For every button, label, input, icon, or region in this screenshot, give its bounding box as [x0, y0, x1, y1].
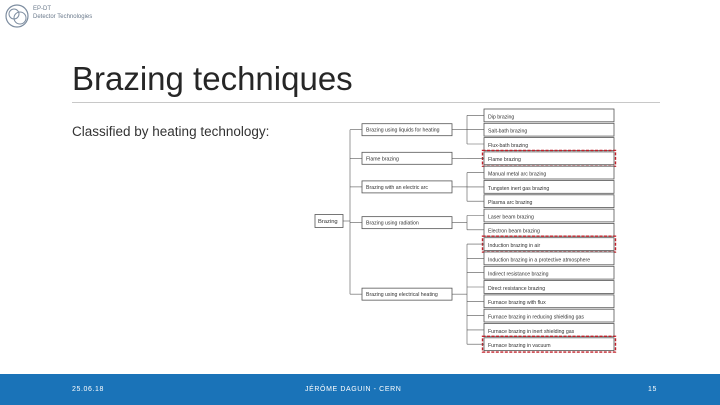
category-brazing-with-an-electric-arc	[362, 181, 452, 193]
technique-dip-brazing	[484, 109, 614, 122]
technique-label: Plasma arc brazing	[488, 200, 533, 207]
category-label: Brazing with an electric arc	[366, 184, 428, 191]
category-label: Brazing using liquids for heating	[366, 127, 440, 134]
technique-furnace-brazing-in-vacuum	[483, 336, 616, 352]
technique-manual-metal-arc-brazing	[484, 166, 614, 179]
technique-salt-bath-brazing	[484, 123, 614, 136]
category-label: Flame brazing	[366, 156, 399, 163]
technique-direct-resistance-brazing	[484, 281, 614, 294]
technique-label: Furnace brazing in reducing shielding gas	[488, 314, 585, 321]
technique-induction-brazing-in-air	[483, 236, 616, 252]
technique-label: Furnace brazing in inert shielding gas	[488, 328, 575, 335]
category-label: Brazing using electrical heating	[366, 292, 438, 299]
category-brazing-using-radiation	[362, 217, 452, 229]
technique-label: Electron beam brazing	[488, 228, 540, 235]
technique-plasma-arc-brazing	[484, 195, 614, 208]
technique-furnace-brazing-in-inert-shielding-gas	[484, 324, 614, 337]
technique-label: Manual metal arc brazing	[488, 171, 547, 178]
footer-author: JÉRÔME DAGUIN - CERN	[305, 386, 402, 393]
technique-electron-beam-brazing	[484, 223, 614, 236]
category-label: Brazing using radiation	[366, 220, 419, 227]
root-brazing	[315, 215, 343, 228]
category-brazing-using-liquids-for-heating	[362, 124, 452, 136]
technique-label: Direct resistance brazing	[488, 285, 546, 292]
technique-label: Laser beam brazing	[488, 214, 534, 221]
connector-brazing-using-liquids-for-heating	[452, 115, 484, 144]
technique-tungsten-inert-gas-brazing	[484, 181, 614, 194]
org-name-line1: EP-DT	[33, 6, 51, 12]
root-connector	[343, 130, 362, 294]
footer-date: 25.06.18	[72, 386, 105, 393]
connector-brazing-using-electrical-heating	[452, 244, 484, 344]
root-label: Brazing	[318, 219, 338, 225]
connector-brazing-using-radiation	[452, 216, 484, 230]
technique-laser-beam-brazing	[484, 209, 614, 222]
technique-furnace-brazing-in-reducing-shielding-gas	[484, 309, 614, 322]
connector-brazing-with-an-electric-arc	[452, 173, 484, 202]
technique-label: Flame brazing	[488, 157, 521, 164]
technique-furnace-brazing-with-flux	[484, 295, 614, 308]
technique-label: Tungsten inert gas brazing	[488, 185, 550, 192]
technique-induction-brazing-in-a-protective-atmosphere	[484, 252, 614, 265]
technique-label: Salt-bath brazing	[488, 128, 528, 135]
technique-label: Induction brazing in air	[488, 243, 541, 249]
category-brazing-using-electrical-heating	[362, 288, 452, 300]
technique-label: Indirect resistance brazing	[488, 271, 549, 278]
technique-indirect-resistance-brazing	[484, 266, 614, 279]
technique-label: Flux-bath brazing	[488, 142, 529, 149]
technique-label: Furnace brazing with flux	[488, 300, 546, 307]
org-name-line2: Detector Technologies	[33, 14, 93, 20]
technique-flux-bath-brazing	[484, 138, 614, 151]
slide-title: Brazing techniques	[72, 60, 353, 97]
technique-label: Furnace brazing in vacuum	[488, 343, 551, 350]
technique-label: Induction brazing in a protective atmosphere	[488, 257, 591, 264]
footer-page-number: 15	[648, 386, 657, 393]
category-flame-brazing	[362, 152, 452, 164]
technique-flame-brazing	[483, 150, 616, 166]
slide-subtitle: Classified by heating technology:	[72, 124, 270, 139]
technique-label: Dip brazing	[488, 114, 515, 121]
